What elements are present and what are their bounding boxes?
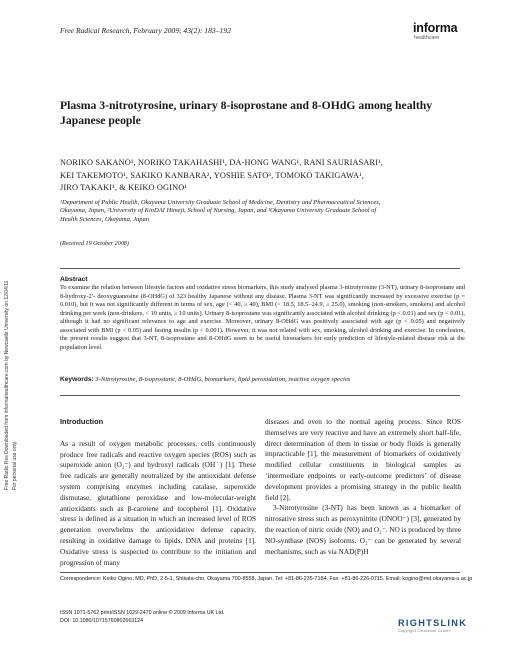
received-date: (Received 19 October 2008) [60, 241, 129, 247]
article-title: Plasma 3-nitrotyrosine, urinary 8-isoprostane and 8-OHdG among healthy Japanese people [60, 99, 433, 127]
publisher-logo [413, 22, 457, 41]
doi-line: DOI: 10.1080/10715760802663124 [60, 617, 144, 624]
affiliation-line: Okayama, Japan, ²University of KinDAI Himeji, School of Nursing, Japan, and ³Okayama University Graduate School of [60, 207, 377, 215]
introduction-heading: Introduction [60, 417, 104, 426]
issn-line: ISSN 1071-5762 print/ISSN 1029-2470 online © 2009 Informa UK Ltd. [60, 610, 225, 616]
publication-info [60, 610, 360, 625]
footnote-rule [60, 572, 460, 573]
abstract-heading: Abstract [60, 276, 88, 283]
abstract-bottom-rule [60, 395, 460, 396]
rightslink-logo [398, 618, 467, 633]
watermark-line-2: For personal use only. [12, 440, 18, 490]
keywords-label: Keywords: [60, 376, 94, 383]
author-list [60, 157, 470, 195]
author-line: KEI TAKEMOTO¹, SAKIKO KANBARA², YOSHIE SATO³, TOMOKO TAKIGAWA¹, [60, 170, 365, 180]
body-column-right [265, 417, 461, 557]
publisher-logo-name: informa [413, 21, 458, 35]
journal-citation: Free Radical Research, February 2009; 43(2): 183–192 [60, 26, 231, 35]
author-line: NORIKO SAKANO¹, NORIKO TAKAHASHI¹, DA-HONG WANG¹, RANI SAURIASARI¹, [60, 158, 384, 167]
author-line: JIRO TAKAKI¹, & KEIKO OGINO¹ [60, 183, 188, 193]
body-paragraph: 3-Nitrotyrosine (3-NT) has been known as a biomarker of nitrosative stress such as peroxynitrite (ONOO⁻) [3], generated by the reaction of nitric oxide (NO) and O₂⁻. NO is produced by three NO-synthase (NOS) isoforms. O₂⁻ can be generated by several mechanisms, such as via NAD(P)H [265, 503, 461, 556]
correspondence-note: Correspondence: Keiko Ogino, MD, PhD, 2-5-1, Shikata-cho, Okayama 700-8558, Japan. Tel: +81-86-235-7184. Fax: +81-86-226-0715. Email: kogino@md.okayama-u.ac.jp [60, 576, 473, 582]
abstract-top-rule [60, 268, 460, 269]
keywords-list: 3-Nitrotyrosine, 8-isoprostane, 8-OHdG, biomarkers, lipid peroxidation, reactive oxygen species [95, 376, 351, 383]
affiliation-line: ¹Department of Public Health, Okayama University Graduate School of Medicine, Dentistry and Pharmaceutical Sciences, [60, 199, 381, 206]
publisher-logo-sub: healthcare [414, 35, 440, 41]
download-watermark [3, 130, 21, 490]
affiliations [60, 199, 470, 224]
affiliation-line: Health Sciences, Okayama, Japan [60, 215, 149, 223]
keywords-line [60, 376, 465, 383]
body-paragraph: As a result of oxygen metabolic processes, cells continuously produce free radicals and reactive oxygen species (ROS) such as superoxide anion (O₂⁻) and hydroxyl radicals (OH˙) [1]. These free radicals are generally neutralized by the antioxidant defense system comprising enzymes including catalase, superoxide dismutase, glutathione peroxidase and low-molecular-weight antioxidants such as β-carotene and tocopherol [1]. Oxidative stress is defined as a situation in which an increased level of ROS generation overwhelms the antioxidative defense capacity, resulting in oxidative damage to lipids, DNA and proteins [1]. Oxidative stress is suspected to contribute to the initiation and progression of many [60, 438, 256, 567]
body-paragraph: diseases and even to the normal ageing process. Since ROS themselves are very reactive and have an extremely short half-life, direct determination of them in tissue or body fluids is generally impracticable [1], the measurement of biomarkers of oxidatively modified cellular constituents in biological samples as ‘intermediate endpoints or early-outcome predictors’ of disease development provides a promising strategy in the public health field [2]. [265, 417, 461, 502]
body-column-left [60, 417, 256, 568]
abstract-body: To examine the relation between lifestyle factors and oxidative stress biomarkers, this study analysed plasma 3-nitrotyrosine (3-NT), urinary 8-isoprostane and 8-hydroxy-2′- deoxyguanosine (8-OHdG) of 323 healthy Japanese without any disease. Plasma 3-NT was significantly increased by excessive exercise (p = 0.010), but it was not significantly different in terms of sex, age (< 40, ≥ 40), BMI (< 18.5, 18.5–24.9, ≥ 25.0), smoking (non-smokers, smokers) and alcohol drinking per week (non-drinkers, < 10 units, ≥ 10 units). Urinary 8-isoprostane was significantly associated with alcohol drinking (p < 0.01) and sex (p < 0.01), although it had no significant relevance to age and exercise. Moreover, urinary 8-OHdG was positively associated with age (p < 0.05) and negatively associated with BMI (p < 0.05) and fasting insulin (p < 0.001). However, it was not related with sex, smoking, alcohol drinking and exercise. In conclusion, the present results suggest that 3-NT, 8-isoprostane and 8-OHdG seem to be useful biomarkers for early prediction of lifestyle-related disease risk at the population level. [60, 284, 465, 351]
watermark-line-1: Free Radic Res Downloaded from informahealthcare.com by Newcastle University on 12/04/11 [4, 280, 10, 490]
rightslink-logo-name: RIGHTSLINK [398, 618, 468, 628]
rightslink-logo-sub: Copyright Clearance Center [398, 629, 451, 633]
